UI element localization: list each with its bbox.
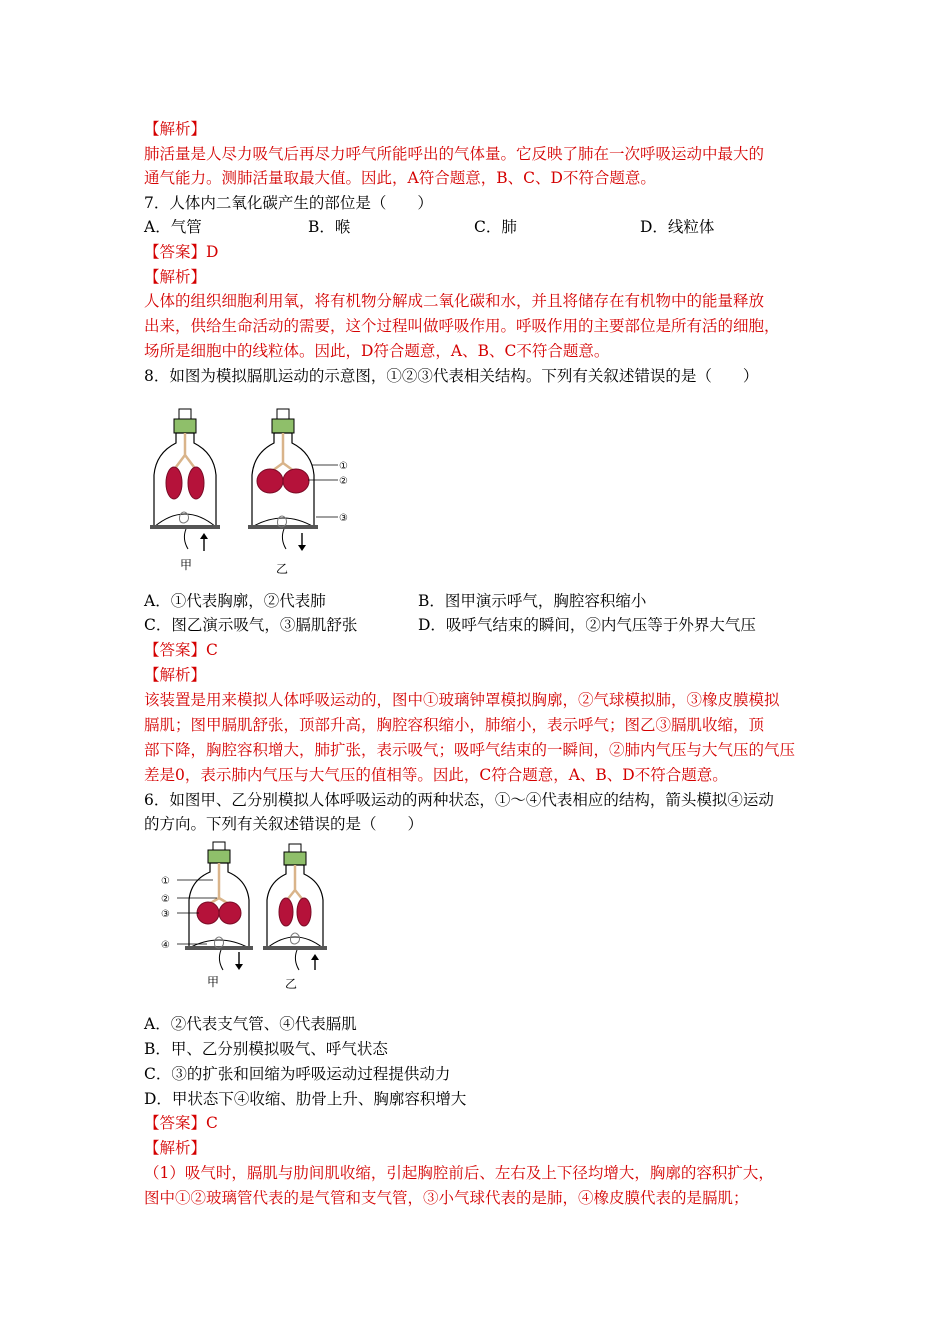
analysis-text: 出来，供给生命活动的需要，这个过程叫做呼吸作用。呼吸作用的主要部位是所有活的细胞，: [144, 317, 780, 335]
answer-label: 【答案】C: [144, 1114, 218, 1132]
label-1: ①: [161, 876, 170, 887]
analysis-text: 通气能力。测肺活量取最大值。因此，A符合题意，B、C、D不符合题意。: [144, 169, 656, 187]
analysis-text: 图中①②玻璃管代表的是气管和支气管，③小气球代表的是肺，④橡皮膜代表的是膈肌；: [144, 1189, 749, 1207]
analysis-text: 部下降，胸腔容积增大，肺扩张，表示吸气；吸呼气结束的一瞬间，②肺内气压与大气压的气压: [144, 741, 796, 759]
analysis-text: （1）吸气时，膈肌与肋间肌收缩，引起胸腔前后、左右及上下径均增大，胸廓的容积扩大，: [144, 1164, 774, 1182]
label-jia: 甲: [207, 975, 220, 989]
option-c: C．肺: [474, 218, 517, 236]
diaphragm-model-figure-q8: [148, 405, 363, 580]
option-b: B．图甲演示呼气，胸腔容积缩小: [418, 592, 647, 610]
analysis-label: 【解析】: [144, 666, 207, 684]
analysis-label: 【解析】: [144, 1139, 207, 1157]
option-c: C．图乙演示吸气，③膈肌舒张: [144, 616, 358, 634]
question-8: 8．如图为模拟膈肌运动的示意图，①②③代表相关结构。下列有关叙述错误的是（ ）: [144, 367, 759, 385]
question-7: 7．人体内二氧化碳产生的部位是（ ）: [144, 194, 433, 212]
question-6: 6．如图甲、乙分别模拟人体呼吸运动的两种状态，①～④代表相应的结构，箭头模拟④运动: [144, 791, 774, 809]
option-d: D．甲状态下④收缩、肋骨上升、胸廓容积增大: [144, 1090, 467, 1108]
analysis-text: 差是0，表示肺内气压与大气压的值相等。因此，C符合题意，A、B、D不符合题意。: [144, 766, 728, 784]
bell-jar-right: [248, 409, 338, 551]
label-jia: 甲: [180, 558, 193, 572]
label-4: ④: [161, 940, 170, 951]
bell-jar-left: [150, 409, 220, 551]
analysis-label: 【解析】: [144, 120, 207, 138]
option-b: B．甲、乙分别模拟吸气、呼气状态: [144, 1040, 388, 1058]
label-3: ③: [339, 513, 348, 524]
label-2: ②: [339, 476, 348, 487]
option-d: D．吸呼气结束的瞬间，②内气压等于外界大气压: [418, 616, 756, 634]
label-2: ②: [161, 894, 170, 905]
label-3: ③: [161, 909, 170, 920]
bell-jar-right: [263, 844, 327, 970]
analysis-label: 【解析】: [144, 268, 207, 286]
label-yi: 乙: [285, 977, 298, 991]
analysis-text: 膈肌；图甲膈肌舒张，顶部升高，胸腔容积缩小，肺缩小，表示呼气；图乙③膈肌收缩，顶: [144, 716, 765, 734]
option-a: A．②代表支气管、④代表膈肌: [144, 1015, 357, 1033]
analysis-text: 肺活量是人尽力吸气后再尽力呼气所能呼出的气体量。它反映了肺在一次呼吸运动中最大的: [144, 145, 765, 163]
bell-jar-left: [177, 842, 253, 970]
option-c: C．③的扩张和回缩为呼吸运动过程提供动力: [144, 1065, 451, 1083]
breathing-model-figure-q6: [155, 840, 345, 995]
analysis-text: 人体的组织细胞利用氧，将有机物分解成二氧化碳和水，并且将储存在有机物中的能量释放: [144, 292, 765, 310]
answer-label: 【答案】C: [144, 641, 218, 659]
label-1: ①: [339, 461, 348, 472]
option-d: D．线粒体: [640, 218, 715, 236]
option-a: A．气管: [144, 218, 202, 236]
analysis-text: 场所是细胞中的线粒体。因此，D符合题意，A、B、C不符合题意。: [144, 342, 610, 360]
label-yi: 乙: [276, 562, 289, 576]
option-a: A．①代表胸廓，②代表肺: [144, 592, 326, 610]
option-b: B．喉: [308, 218, 351, 236]
analysis-text: 该装置是用来模拟人体呼吸运动的，图中①玻璃钟罩模拟胸廓，②气球模拟肺，③橡皮膜模拟: [144, 691, 780, 709]
answer-label: 【答案】D: [144, 243, 219, 261]
question-6-cont: 的方向。下列有关叙述错误的是（ ）: [144, 815, 424, 833]
